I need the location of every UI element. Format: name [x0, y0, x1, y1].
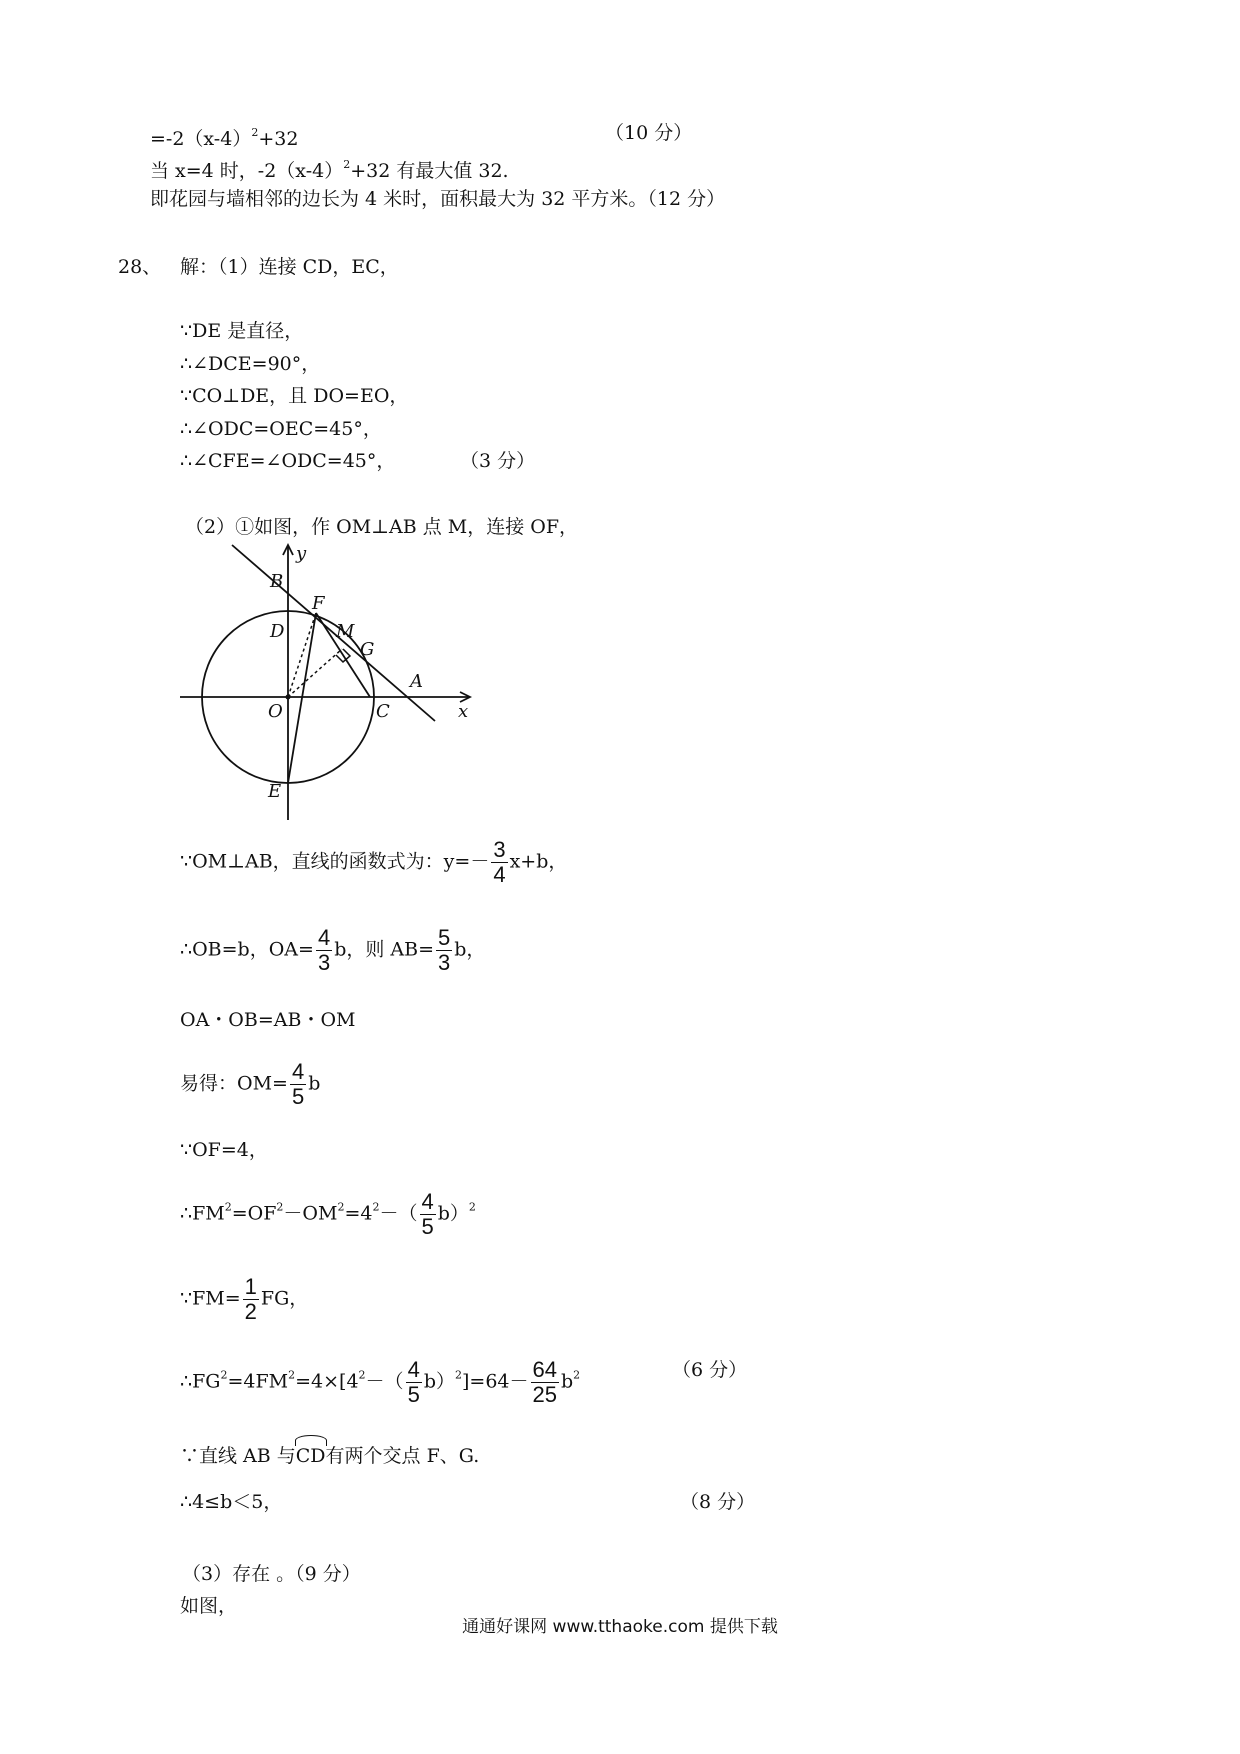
step-line-ob-oa: ∴OB=b，OA= $\frac{4}{3}$ b，则 AB= $\frac{5}{3}$ b， [180, 925, 486, 975]
score-8: （8 分） [680, 1491, 756, 1513]
fraction-4-3: $\frac{4}{3}$ [317, 925, 331, 975]
score-3: （3 分） [460, 450, 536, 472]
segment-fe [288, 613, 316, 783]
label-f: F [312, 593, 325, 614]
score-6: （6 分） [672, 1359, 748, 1381]
part3-figure-ref: 如图， [180, 1595, 238, 1617]
line-ab [232, 545, 435, 721]
eq-line-1: $=-2(x-4)^2+32$ [150, 126, 299, 150]
part2-intro: （2）①如图，作 OM⊥AB 点 M，连接 OF， [185, 516, 579, 538]
label-g: G [360, 639, 375, 660]
score-10: （10 分） [605, 122, 693, 144]
fraction-4-5: $\frac{4}{5}$ [291, 1059, 305, 1109]
part3-intro: （3）存在 。（9 分） [182, 1563, 361, 1585]
label-y: y [296, 543, 307, 564]
label-c: C [376, 701, 390, 722]
label-a: A [410, 671, 423, 692]
fraction-1-2: $\frac{1}{2}$ [244, 1274, 257, 1324]
step-line-fm-fg: ∵FM= $\frac{1}{2}$ FG， [180, 1274, 309, 1324]
proof-line-4: ∴∠ODC=OEC=45°， [180, 418, 382, 440]
fraction-64-25: $\frac{64}{25}$ [532, 1357, 557, 1407]
proof-line-1: ∵DE 是直径， [180, 320, 304, 342]
step-line-intersection: ∵直线 AB 与CD有两个交点 F、G. [180, 1445, 480, 1467]
proof-line-2: ∴∠DCE=90°， [180, 353, 321, 375]
max-value-line: 当 x=4 时，$-2(x-4)^2+32$ 有最大值 32. [150, 158, 509, 182]
fraction-4-5: $\frac{4}{5}$ [421, 1189, 434, 1239]
label-x: x [458, 701, 469, 722]
label-e: E [268, 781, 282, 802]
conclusion-line: 即花园与墙相邻的边长为 4 米时，面积最大为 32 平方米。（12 分） [150, 188, 726, 210]
arc-cd: CD [295, 1445, 326, 1467]
step-line-fm-squared: $\therefore FM^2=OF^2-OM^2=4^2-$（ $\frac{4}{5}$ b）$^2$ [180, 1189, 476, 1239]
step-line-fg-squared: $\therefore FG^2=4FM^2=4\times[4^2-$（ $\frac{4}{5}$ b）$^2$]=64－ $\frac{64}{25}$ $b^2$ [180, 1357, 581, 1407]
question-number: 28、 [118, 256, 162, 278]
label-b: B [270, 571, 284, 592]
proof-line-3: ∵CO⊥DE，且 DO=EO， [180, 385, 409, 407]
step-line-function: ∵OM⊥AB，直线的函数式为：y=－ $\frac{3}{4}$ x+b， [180, 837, 568, 887]
part1-intro: 解：（1）连接 CD，EC， [180, 256, 399, 278]
fraction-3-4: $\frac{3}{4}$ [493, 837, 506, 887]
step-line-om: 易得：OM= $\frac{4}{5}$ b [180, 1059, 321, 1109]
step-line-area: OA・OB=AB・OM [180, 1009, 356, 1031]
fraction-4-5: $\frac{4}{5}$ [407, 1357, 420, 1407]
proof-line-5: ∴∠CFE=∠ODC=45°， [180, 450, 396, 472]
label-m: M [336, 621, 355, 642]
label-o: O [268, 701, 283, 722]
label-d: D [270, 621, 285, 642]
geometry-figure [170, 535, 480, 835]
fraction-5-3: $\frac{5}{3}$ [438, 925, 451, 975]
step-line-of: ∵OF=4， [180, 1139, 268, 1161]
origin-point [286, 695, 291, 700]
footer-source: 通通好课网 www.tthaoke.com 提供下载 [462, 1617, 778, 1637]
step-line-range: ∴4≤b＜5， [180, 1491, 283, 1513]
